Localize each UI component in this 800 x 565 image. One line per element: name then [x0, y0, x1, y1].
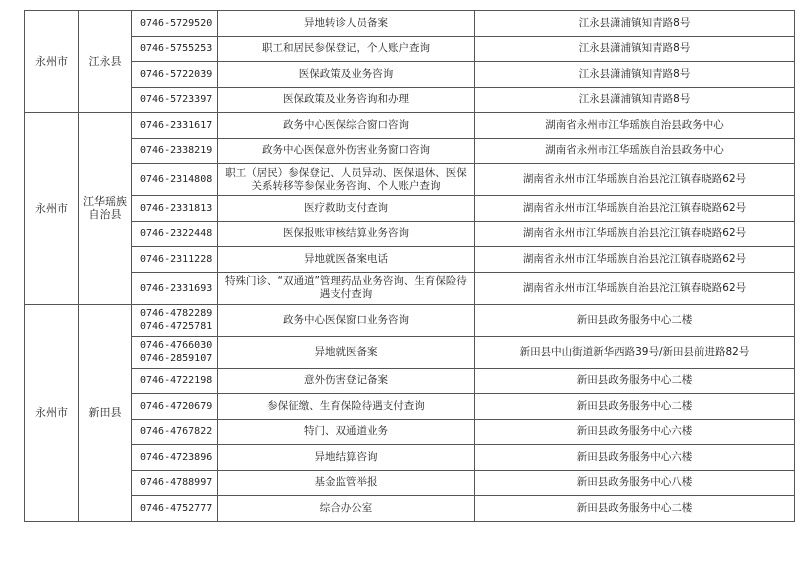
contact-table-wrapper — [24, 10, 795, 522]
county-cell: 江永县 — [79, 11, 132, 113]
address-cell: 湖南省永州市江华瑶族自治县沱江镇春晓路62号 — [475, 164, 795, 196]
phone-cell: 0746-4722198 — [132, 368, 218, 394]
phone-cell: 0746-2322448 — [132, 221, 218, 247]
table-row — [25, 62, 795, 88]
table-row — [25, 304, 795, 336]
phone-cell: 0746-4752777 — [132, 496, 218, 522]
service-cell: 医保政策及业务咨询 — [218, 62, 475, 88]
service-cell: 异地就医备案电话 — [218, 247, 475, 273]
service-cell: 异地就医备案 — [218, 336, 475, 368]
service-cell: 医疗救助支付查询 — [218, 196, 475, 222]
phone-cell: 0746-5723397 — [132, 87, 218, 113]
table-row — [25, 11, 795, 37]
service-cell: 政务中心医保意外伤害业务窗口咨询 — [218, 138, 475, 164]
address-cell: 江永县潇浦镇知青路8号 — [475, 87, 795, 113]
table-row — [25, 336, 795, 368]
address-cell: 湖南省永州市江华瑶族自治县沱江镇春晓路62号 — [475, 196, 795, 222]
service-cell: 医保政策及业务咨询和办理 — [218, 87, 475, 113]
city-cell: 永州市 — [25, 113, 79, 305]
contact-table — [24, 10, 795, 522]
table-row — [25, 164, 795, 196]
phone-cell: 0746-2314808 — [132, 164, 218, 196]
table-row — [25, 272, 795, 304]
county-cell: 江华瑶族自治县 — [79, 113, 132, 305]
phone-cell: 0746-4720679 — [132, 394, 218, 420]
address-cell: 新田县中山街道新华西路39号/新田县前进路82号 — [475, 336, 795, 368]
table-row — [25, 247, 795, 273]
phone-cell: 0746-5729520 — [132, 11, 218, 37]
address-cell: 湖南省永州市江华瑶族自治县沱江镇春晓路62号 — [475, 272, 795, 304]
address-cell: 新田县政务服务中心二楼 — [475, 394, 795, 420]
table-row — [25, 496, 795, 522]
table-row — [25, 138, 795, 164]
service-cell: 医保报账审核结算业务咨询 — [218, 221, 475, 247]
phone-cell: 0746-2311228 — [132, 247, 218, 273]
city-cell: 永州市 — [25, 304, 79, 521]
address-cell: 新田县政务服务中心二楼 — [475, 496, 795, 522]
phone-cell: 0746-5755253 — [132, 36, 218, 62]
table-row — [25, 36, 795, 62]
service-cell: 意外伤害登记备案 — [218, 368, 475, 394]
address-cell: 新田县政务服务中心六楼 — [475, 419, 795, 445]
address-cell: 新田县政务服务中心六楼 — [475, 445, 795, 471]
table-row — [25, 196, 795, 222]
service-cell: 特门、双通道业务 — [218, 419, 475, 445]
table-row — [25, 445, 795, 471]
table-row — [25, 470, 795, 496]
service-cell: 职工和居民参保登记，个人账户查询 — [218, 36, 475, 62]
address-cell: 江永县潇浦镇知青路8号 — [475, 36, 795, 62]
phone-cell: 0746-4788997 — [132, 470, 218, 496]
address-cell: 湖南省永州市江华瑶族自治县政务中心 — [475, 138, 795, 164]
address-cell: 湖南省永州市江华瑶族自治县沱江镇春晓路62号 — [475, 247, 795, 273]
service-cell: 政务中心医保综合窗口咨询 — [218, 113, 475, 139]
table-row — [25, 113, 795, 139]
service-cell: 基金监管举报 — [218, 470, 475, 496]
address-cell: 新田县政务服务中心二楼 — [475, 368, 795, 394]
city-cell: 永州市 — [25, 11, 79, 113]
service-cell: 特殊门诊、“双通道”管理药品业务咨询、生育保险待遇支付查询 — [218, 272, 475, 304]
phone-cell: 0746-2331693 — [132, 272, 218, 304]
phone-cell: 0746-4723896 — [132, 445, 218, 471]
service-cell: 综合办公室 — [218, 496, 475, 522]
address-cell: 湖南省永州市江华瑶族自治县政务中心 — [475, 113, 795, 139]
phone-cell: 0746-4782289 0746-4725781 — [132, 304, 218, 336]
address-cell: 江永县潇浦镇知青路8号 — [475, 62, 795, 88]
address-cell: 新田县政务服务中心二楼 — [475, 304, 795, 336]
service-cell: 政务中心医保窗口业务咨询 — [218, 304, 475, 336]
phone-cell: 0746-4766030 0746-2859107 — [132, 336, 218, 368]
table-row — [25, 394, 795, 420]
service-cell: 参保征缴、生育保险待遇支付查询 — [218, 394, 475, 420]
table-row — [25, 221, 795, 247]
table-row — [25, 368, 795, 394]
phone-cell: 0746-2338219 — [132, 138, 218, 164]
county-cell: 新田县 — [79, 304, 132, 521]
phone-cell: 0746-5722039 — [132, 62, 218, 88]
phone-cell: 0746-2331617 — [132, 113, 218, 139]
address-cell: 江永县潇浦镇知青路8号 — [475, 11, 795, 37]
address-cell: 湖南省永州市江华瑶族自治县沱江镇春晓路62号 — [475, 221, 795, 247]
service-cell: 职工（居民）参保登记、人员异动、医保退休、医保关系转移等参保业务咨询、个人账户查询 — [218, 164, 475, 196]
table-row — [25, 87, 795, 113]
service-cell: 异地转诊人员备案 — [218, 11, 475, 37]
table-row — [25, 419, 795, 445]
phone-cell: 0746-2331813 — [132, 196, 218, 222]
address-cell: 新田县政务服务中心八楼 — [475, 470, 795, 496]
service-cell: 异地结算咨询 — [218, 445, 475, 471]
phone-cell: 0746-4767822 — [132, 419, 218, 445]
